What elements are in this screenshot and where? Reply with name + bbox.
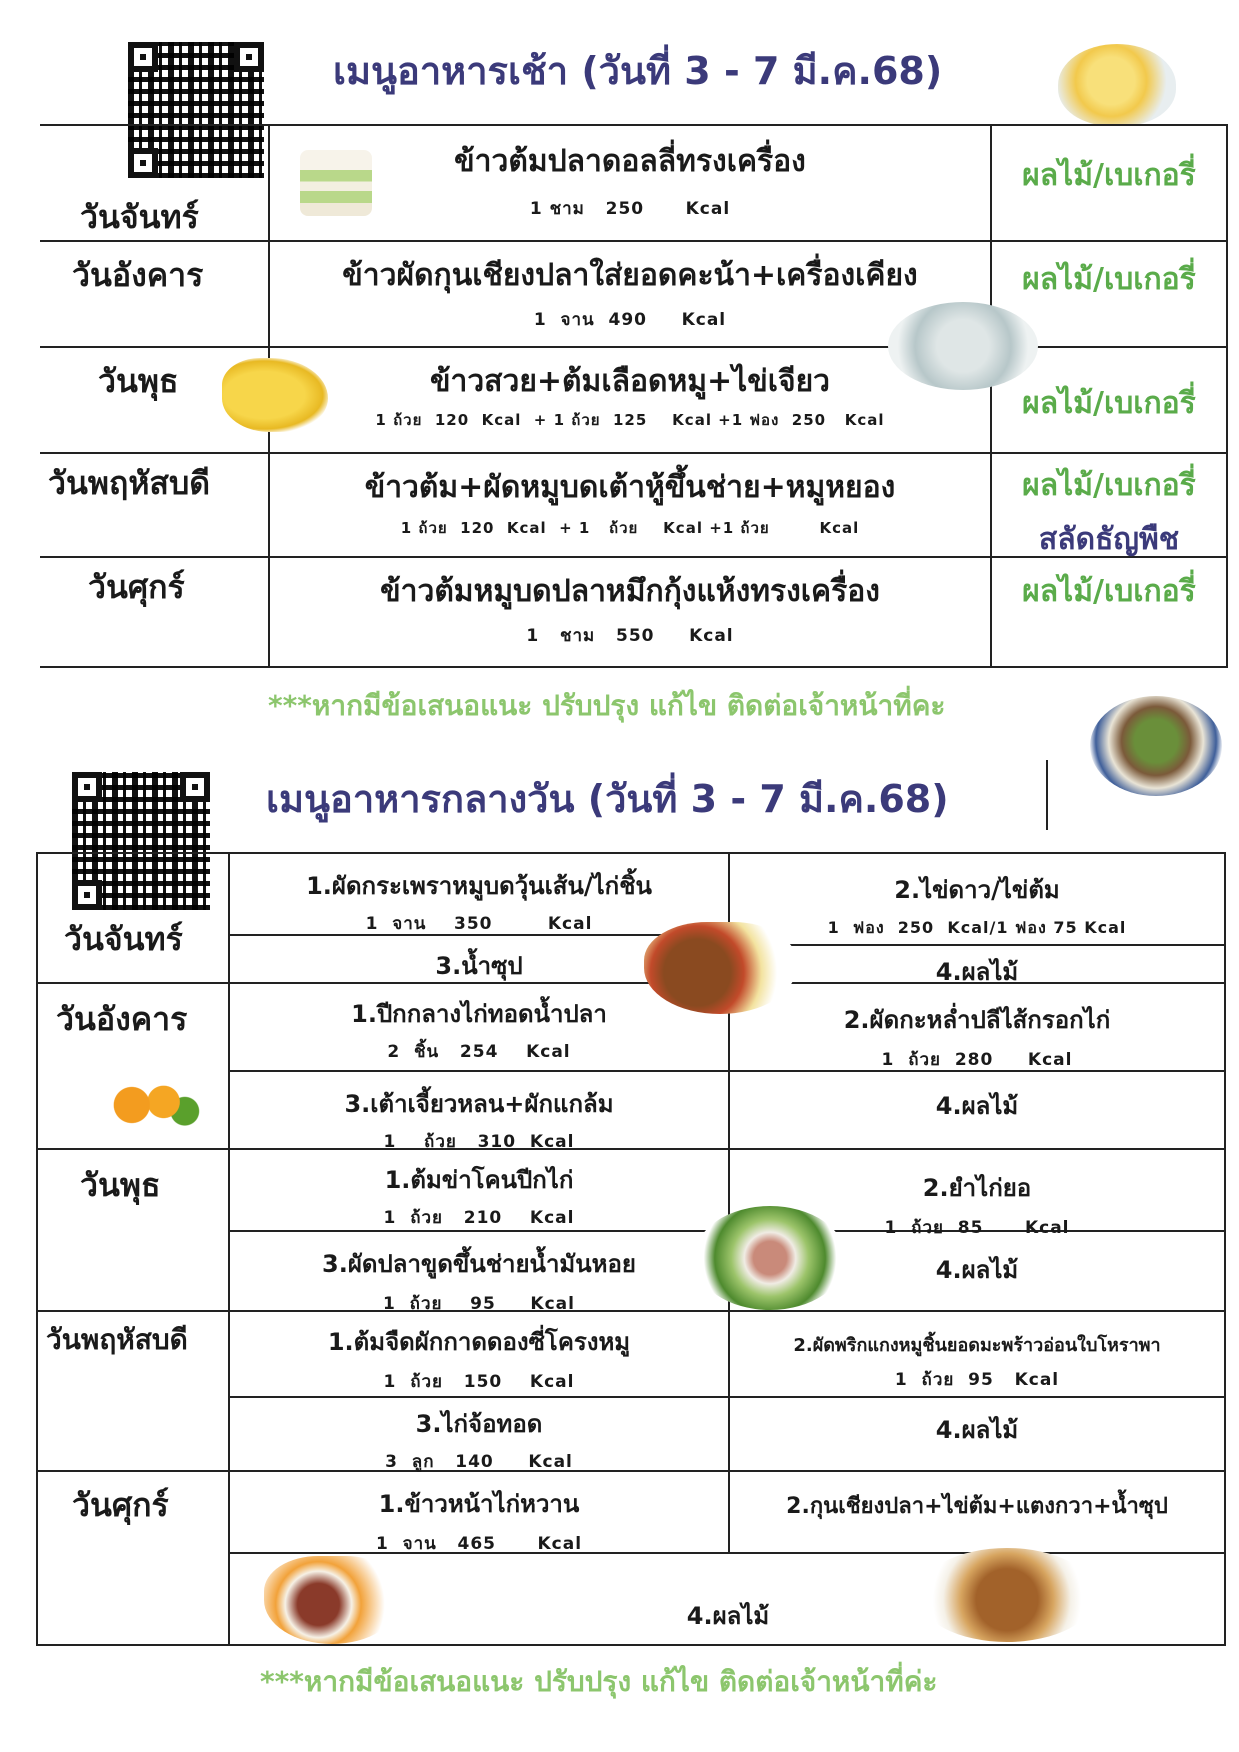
lunch-wednesday-dish4: 4.ผลไม้	[935, 1256, 1019, 1284]
lunch-tuesday-kcal3: 1 ถ้วย 310 Kcal	[383, 1132, 575, 1152]
chicken-rice-image	[264, 1556, 400, 1644]
lunch-day-thursday: วันพฤหัสบดี	[46, 1323, 188, 1356]
text-cursor	[1046, 760, 1048, 830]
breakfast-kcal-friday: 1 ชาม 550 Kcal	[526, 626, 734, 646]
breakfast-kcal-wednesday: 1 ถ้วย 120 Kcal + 1 ถ้วย 125 Kcal +1 ฟอง 250 Kcal	[375, 411, 885, 429]
lunch-friday-dish1: 1.ข้าวหน้าไก่หวาน	[378, 1490, 580, 1518]
lunch-thursday-kcal2: 1 ถ้วย 95 Kcal	[894, 1370, 1060, 1390]
lunch-day-wednesday: วันพุธ	[80, 1166, 161, 1204]
breakfast-dish-monday: ข้าวต้มปลาดอลลี่ทรงเครื่อง	[454, 144, 806, 179]
lunch-thursday-kcal1: 1 ถ้วย 150 Kcal	[383, 1372, 575, 1392]
breakfast-kcal-monday: 1 ชาม 250 Kcal	[529, 199, 731, 219]
lunch-thursday-dish1: 1.ต้มจืดผักกาดดองซี่โครงหมู	[327, 1328, 631, 1356]
lunch-monday-dish3: 3.น้ำซุป	[435, 952, 523, 980]
lunch-thursday-dish4: 4.ผลไม้	[935, 1416, 1019, 1444]
lunch-monday-dish4: 4.ผลไม้	[935, 958, 1019, 986]
lunch-monday-dish1: 1.ผัดกระเพราหมูบดวุ้นเส้น/ไก่ชิ้น	[306, 872, 652, 900]
breakfast-dessert-thursday: ผลไม้/เบเกอรี่	[1022, 468, 1196, 503]
lunch-wednesday-kcal1: 1 ถ้วย 210 Kcal	[383, 1208, 575, 1228]
lunch-title: เมนูอาหารกลางวัน (วันที่ 3 - 7 มี.ค.68)	[266, 777, 949, 821]
lunch-day-tuesday: วันอังคาร	[56, 1000, 188, 1038]
breakfast-dessert-friday: ผลไม้/เบเกอรี่	[1022, 574, 1196, 609]
lunch-tuesday-dish1: 1.ปีกกลางไก่ทอดน้ำปลา	[351, 1000, 607, 1028]
breakfast-day-friday: วันศุกร์	[88, 568, 185, 606]
lunch-tuesday-dish4: 4.ผลไม้	[935, 1092, 1019, 1120]
lunch-note: ***หากมีข้อเสนอแนะ ปรับปรุง แก้ไข ติดต่อเจ้าหน้าที่ค่ะ	[260, 1665, 938, 1698]
breakfast-day-monday: วันจันทร์	[80, 198, 199, 236]
lunch-monday-kcal1: 1 จาน 350 Kcal	[365, 914, 593, 934]
breakfast-kcal-thursday: 1 ถ้วย 120 Kcal + 1 ถ้วย Kcal +1 ถ้วย Kcal	[400, 519, 860, 537]
lunch-wednesday-dish2: 2.ยำไก่ยอ	[922, 1174, 1032, 1202]
lunch-tuesday-dish3: 3.เต้าเจี้ยวหลน+ผักแกล้ม	[344, 1090, 614, 1118]
breakfast-title: เมนูอาหารเช้า (วันที่ 3 - 7 มี.ค.68)	[333, 49, 943, 93]
breakfast-kcal-tuesday: 1 จาน 490 Kcal	[533, 310, 727, 330]
lunch-monday-dish2: 2.ไข่ดาว/ไข่ต้ม	[894, 876, 1060, 904]
lunch-friday-kcal1: 1 จาน 465 Kcal	[375, 1534, 583, 1554]
breakfast-note: ***หากมีข้อเสนอแนะ ปรับปรุง แก้ไข ติดต่อเจ้าหน้าที่คะ	[268, 689, 946, 722]
breakfast-dish-thursday: ข้าวต้ม+ผัดหมูบดเต้าหู้ขึ้นช่าย+หมูหยอง	[364, 470, 896, 505]
lunch-wednesday-kcal2: 1 ถ้วย 85 Kcal	[884, 1218, 1070, 1238]
lunch-friday-dish2: 2.กุนเชียงปลา+ไข่ต้ม+แตงกวา+น้ำซุป	[786, 1494, 1168, 1519]
lunch-monday-kcal2: 1 ฟอง 250 Kcal/1 ฟอง 75 Kcal	[827, 918, 1127, 937]
breakfast-dessert2-thursday: สลัดธัญพืช	[1038, 522, 1180, 557]
qr-code-lunch	[72, 772, 210, 910]
breakfast-day-tuesday: วันอังคาร	[72, 256, 204, 294]
lunch-tuesday-kcal1: 2 ชิ้น 254 Kcal	[387, 1042, 571, 1062]
qr-code-breakfast	[128, 42, 264, 178]
breakfast-day-thursday: วันพฤหัสบดี	[48, 464, 211, 502]
breakfast-dish-friday: ข้าวต้มหมูบดปลาหมึกกุ้งแห้งทรงเครื่อง	[380, 574, 880, 609]
lunch-wednesday-kcal3: 1 ถ้วย 95 Kcal	[383, 1294, 575, 1314]
breakfast-dessert-wednesday: ผลไม้/เบเกอรี่	[1022, 386, 1196, 421]
breakfast-dessert-tuesday: ผลไม้/เบเกอรี่	[1022, 262, 1196, 297]
breakfast-dessert-monday: ผลไม้/เบเกอรี่	[1022, 158, 1196, 193]
breakfast-day-wednesday: วันพุธ	[98, 362, 179, 400]
lunch-thursday-kcal3: 3 ลูก 140 Kcal	[385, 1452, 573, 1472]
lunch-tuesday-kcal2: 1 ถ้วย 280 Kcal	[881, 1050, 1073, 1070]
meatballs-plate-image	[918, 1548, 1096, 1642]
oranges-image	[100, 1074, 206, 1136]
lunch-day-friday: วันศุกร์	[72, 1486, 169, 1524]
lunch-friday-dish4: 4.ผลไม้	[686, 1602, 770, 1630]
breakfast-dish-tuesday: ข้าวผัดกุนเชียงปลาใส่ยอดคะน้า+เครื่องเคียง	[342, 258, 918, 293]
breakfast-dish-wednesday: ข้าวสวย+ต้มเลือดหมู+ไข่เจียว	[429, 364, 830, 399]
lunch-thursday-dish3: 3.ไก่จ้อทอด	[415, 1410, 543, 1438]
lunch-thursday-dish2: 2.ผัดพริกแกงหมูชิ้นยอดมะพร้าวอ่อนใบโหราพา	[793, 1335, 1161, 1356]
noodle-bowl-image	[1090, 696, 1222, 796]
chili-dip-vegetables-image	[694, 1206, 846, 1310]
lunch-day-monday: วันจันทร์	[64, 920, 183, 958]
lunch-wednesday-dish1: 1.ต้มข่าโคนปีกไก่	[384, 1166, 574, 1194]
lunch-wednesday-dish3: 3.ผัดปลาขูดขึ้นช่ายน้ำมันหอย	[322, 1250, 636, 1278]
omelette-heart-image	[1058, 44, 1176, 126]
lunch-tuesday-dish2: 2.ผัดกะหล่ำปลีไส้กรอกไก่	[843, 1006, 1111, 1034]
